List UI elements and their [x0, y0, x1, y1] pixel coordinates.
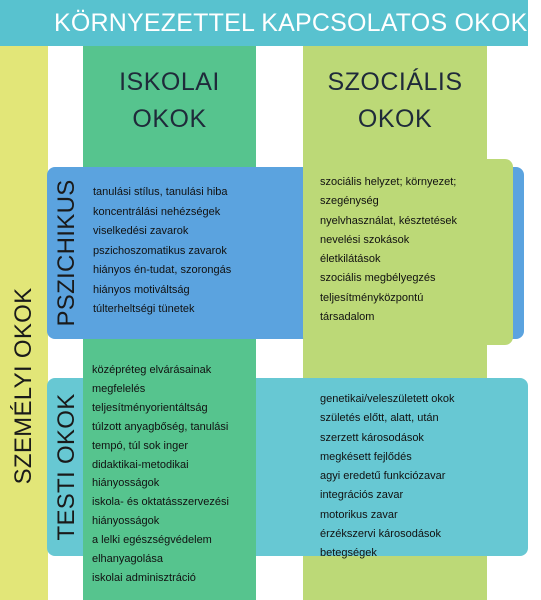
list-item: társadalom — [320, 311, 375, 324]
szemelyi-okok-label-box — [0, 46, 48, 600]
banner-title: KÖRNYEZETTEL KAPCSOLATOS OKOK — [54, 9, 528, 37]
list-item: életkilátások — [320, 253, 381, 266]
pszichikus-szocialis-list — [320, 173, 457, 327]
szemelyi-okok-label: SZEMÉLYI OKOK — [10, 287, 37, 485]
pszichikus-label: PSZICHIKUS — [53, 179, 80, 327]
list-item: hiányos motiváltság — [93, 283, 190, 296]
list-item: betegségek — [320, 547, 377, 560]
list-item: koncentrálási nehézségek — [93, 205, 221, 218]
list-item: motorikus zavar — [320, 508, 398, 521]
testi-okok-label-box — [50, 378, 84, 556]
list-item: viselkedési zavarok — [93, 225, 189, 237]
list-item: elhanyagolása — [92, 553, 163, 566]
testi-szocialis-list — [320, 390, 455, 564]
list-item: hiányos én-tudat, szorongás — [93, 264, 232, 276]
list-item: iskolai adminisztráció — [92, 571, 196, 584]
list-item: tanulási stílus, tanulási hiba — [93, 186, 228, 198]
list-item: pszichoszomatikus zavarok — [93, 244, 227, 257]
iskolai-okok-heading — [83, 64, 256, 138]
testi-okok-label: TESTI OKOK — [53, 393, 80, 541]
list-item: hiányosságok — [92, 515, 160, 528]
list-item: középréteg elvárásainak — [92, 364, 212, 376]
list-item: a lelki egészségvédelem — [92, 534, 212, 547]
testi-iskolai-list — [92, 361, 229, 588]
list-item: megkésett fejlődés — [320, 450, 412, 463]
list-item: szociális helyzet; környezet; — [320, 176, 457, 188]
pszichikus-iskolai-list — [93, 183, 231, 320]
list-item: hiányosságok — [92, 477, 160, 490]
list-item: szociális megbélyegzés — [320, 272, 436, 285]
list-item: agyi eredetű funkciózavar — [320, 470, 446, 483]
list-item: integrációs zavar — [320, 489, 404, 502]
list-item: szerzett károsodások — [320, 431, 424, 444]
list-item: túlterheltségi tünetek — [93, 303, 195, 315]
list-item: teljesítményorientáltság — [92, 401, 208, 414]
list-item: túlzott anyagbőség, tanulási — [92, 420, 229, 433]
list-item: tempó, túl sok inger — [92, 439, 188, 452]
list-item: érzékszervi károsodások — [320, 528, 442, 541]
list-item: nyelvhasználat, késztetések — [320, 214, 457, 227]
list-item: nevelési szokások — [320, 233, 410, 246]
list-item: teljesítményközpontú — [320, 291, 424, 304]
list-item: születés előtt, alatt, után — [320, 412, 439, 425]
list-item: szegénység — [320, 195, 379, 208]
iskolai-heading-line2: OKOK — [132, 105, 207, 133]
szocialis-heading-line1: SZOCIÁLIS — [327, 68, 463, 96]
iskolai-heading-line1: ISKOLAI — [119, 68, 220, 96]
szocialis-okok-heading — [303, 64, 487, 138]
list-item: genetikai/veleszületett okok — [320, 393, 455, 405]
list-item: didaktikai-metodikai — [92, 458, 189, 471]
pszichikus-label-box — [50, 167, 84, 339]
list-item: iskola- és oktatásszervezési — [92, 496, 229, 509]
list-item: megfelelés — [92, 382, 146, 395]
szocialis-heading-line2: OKOK — [357, 105, 433, 133]
